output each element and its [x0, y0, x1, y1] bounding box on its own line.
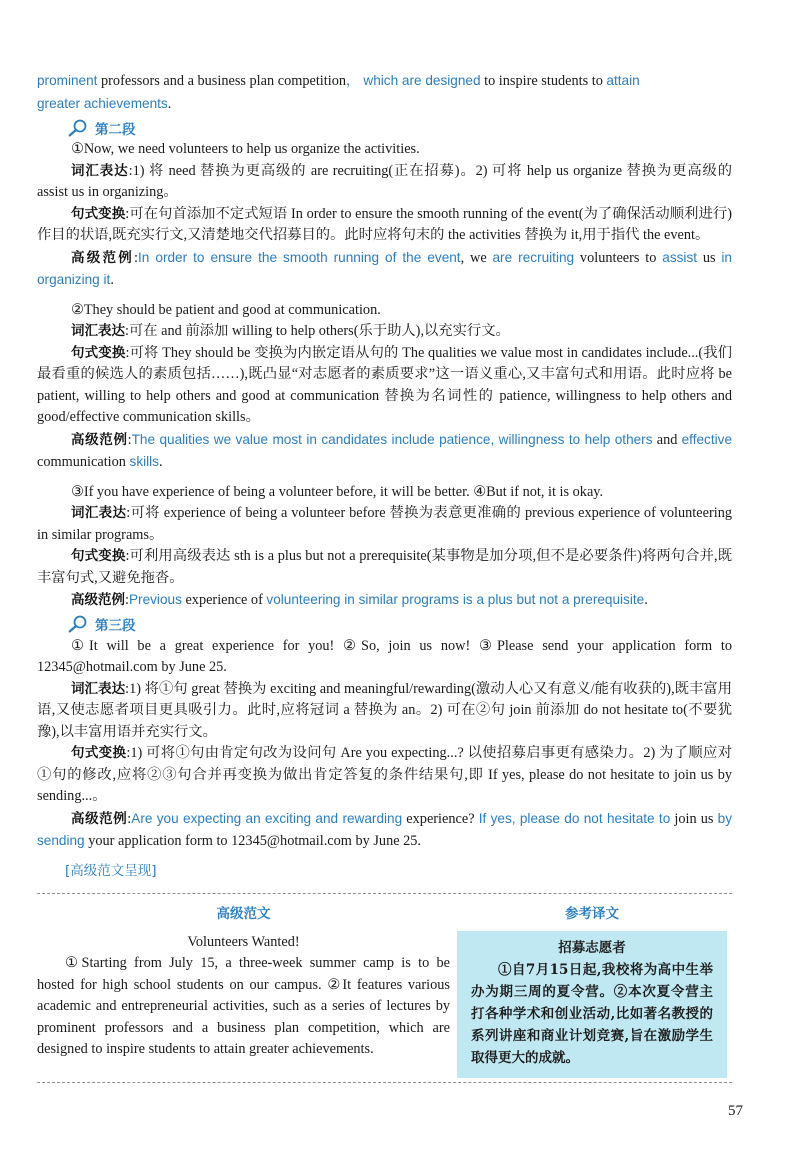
body-text: volunteers to	[574, 249, 663, 266]
example-label: 高级范例	[71, 810, 128, 827]
transform-note-3	[37, 546, 732, 589]
note-text: :可利用高级表达 sth is a plus but not a prerequisite(某事物是加分项,但不是必要条件)将两句合并,既丰富句式,又避免拖沓。	[37, 548, 732, 586]
essay-title: Volunteers Wanted!	[187, 934, 300, 950]
vocab-note-3	[37, 503, 732, 546]
body-text: communication	[37, 454, 130, 470]
page-number: 57	[728, 1103, 743, 1119]
body-text: :	[134, 249, 139, 266]
body-text: :	[125, 592, 129, 608]
body-text: .	[167, 95, 172, 112]
example-2	[37, 429, 732, 474]
content	[37, 70, 732, 879]
section-heading-3	[67, 614, 732, 635]
section-heading-2	[67, 117, 732, 138]
translation-title: 招募志愿者	[558, 940, 626, 956]
note-text: :可在句首添加不定式短语 In order to ensure the smooth running of the event(为了确保活动顺利进行)作目的状语,既充实行文,又清楚地交代招募目的。此时应将句末的 the activities 替换为 it,用于指代 the event。	[37, 205, 733, 243]
note-text: :1) 将 need 替换为更高级的 are recruiting(正在招募)。2) 可将 help us organize 替换为更高级的 assist us in organizing。	[37, 162, 733, 200]
highlight-text: prominent	[37, 73, 98, 88]
body-text: professors and a business plan competition	[97, 73, 347, 89]
body-text: .	[644, 592, 648, 608]
note-text: :可在 and 前添加 willing to help others(乐于助人),以充实行文。	[125, 323, 510, 339]
body-text: , we	[460, 249, 493, 266]
vocab-note-1	[37, 161, 732, 204]
translation-heading: 参考译文	[565, 906, 619, 922]
body-text: your application form to 12345@hotmail.com by June 25.	[84, 833, 422, 849]
vocab-note-2	[37, 321, 732, 343]
transform-note-2	[37, 343, 732, 429]
highlight-text: Are you expecting an exciting and rewarding	[131, 810, 403, 826]
vocab-label: 词汇表达	[71, 162, 129, 179]
highlight-text: attain	[606, 73, 640, 88]
note-text: :可将 experience of being a volunteer before 替换为表意更准确的 previous experience of volunteering in similar programs。	[37, 505, 733, 543]
body-text: :	[127, 431, 132, 448]
example-label: 高级范例	[71, 249, 135, 266]
highlight-text: by sending	[37, 810, 732, 848]
vocab-label: 词汇表达	[71, 505, 127, 521]
highlight-text: assist	[662, 249, 698, 265]
body-text: experience of	[181, 592, 267, 608]
sentence-3: ③If you have experience of being a volunteer before, it will be better. ④But if not, it is okay.	[71, 483, 604, 500]
section-title: 第二段	[95, 121, 136, 138]
example	[37, 808, 732, 853]
note-text: :1) 将①句 great 替换为 exciting and meaningful/rewarding(激动人心又有意义/能有收获的),既丰富用语,又使志愿者项目更具吸引力。此时,应将冠词 a 替换为 an。2) 可在②句 join 前添加 do not hesitate to(不要犹豫),以丰富用语并充实行文。	[37, 680, 733, 740]
sentence-2: ②They should be patient and good at communication.	[71, 301, 381, 318]
transform-label: 句式变换	[71, 344, 126, 361]
vocab-label: 词汇表达	[71, 323, 125, 339]
highlight-text: Previous	[128, 592, 182, 607]
section-title: 第三段	[95, 618, 136, 634]
divider-bottom	[37, 1082, 732, 1083]
highlight-text: , willingness to help others	[490, 431, 653, 447]
body-text: :	[127, 810, 132, 827]
body-text: experience?	[402, 810, 479, 827]
note-text: :1) 可将①句由肯定句改为设问句 Are you expecting...? 以使招募启事更有感染力。2) 为了顺应对①句的修改,应将②③句合并再变换为做出肯定答复的条件结果句,即 If yes, please do not hesitate to join us by sending...。	[37, 745, 732, 804]
vocab-label: 词汇表达	[71, 680, 126, 697]
highlight-text: effective	[681, 431, 733, 447]
transform-label: 句式变换	[71, 745, 127, 761]
body-text: .	[158, 454, 163, 470]
highlight-text: If yes, please do not hesitate to	[478, 810, 671, 826]
sentence-group: ①It will be a great experience for you! ②So, join us now! ③Please send your application form to 12345@hotmail.com by June 25.	[37, 637, 732, 675]
magnifier-icon	[67, 615, 89, 633]
body-text: and	[652, 431, 678, 448]
transform-label: 句式变换	[71, 548, 126, 564]
highlight-text: In order to ensure the smooth running of the event	[138, 249, 461, 265]
showcase-label: [高级范文呈现]	[65, 862, 157, 879]
essay-body: ①Starting from July 15, a three-week summer camp is to be hosted for high school students on our campus. ②It features various academic and entrepreneurial activities, such as a series of lectures by prominent professors and a business plan competition, which are designed to inspire students to attain greater achievements.	[37, 955, 450, 1057]
highlight-text: in organizing it	[37, 249, 732, 287]
translation-body: ①自7月15日起,我校将为高中生举办为期三周的夏令营。②本次夏令营主打各种学术和创业活动,比如著名教授的系列讲座和商业计划竞赛,旨在激励学生取得更大的成就。	[471, 962, 713, 1066]
example-label: 高级范例	[71, 431, 128, 448]
highlight-text: are recruiting	[492, 249, 575, 265]
transform-note-1	[37, 204, 732, 247]
sentence-1: ①Now, we need volunteers to help us organize the activities.	[71, 141, 420, 157]
model-essay-heading: 高级范文	[216, 906, 271, 922]
translation	[457, 903, 727, 1078]
body-text: .	[110, 272, 114, 288]
magnifier-icon	[67, 119, 89, 137]
transform-label: 句式变换	[71, 205, 126, 222]
example-3	[37, 589, 732, 612]
highlight-text: skills	[129, 454, 159, 469]
translation-box	[457, 931, 727, 1078]
body-text: to inspire students to	[480, 73, 607, 89]
highlight-text: greater achievements	[37, 95, 168, 111]
vocab-note	[37, 679, 732, 744]
highlight-text: ， which are designed	[346, 73, 481, 88]
model-essay	[37, 903, 450, 1061]
example-label: 高级范例	[71, 592, 125, 608]
note-text: :可将 They should be 变换为内嵌定语从句的 The qualities we value most in candidates include...(我们最看重的候选人的素质包括……),既凸显“对志愿者的素质要求”这一语义重心,又丰富句式和用语。此时应将 be patient, willing to help others and good at communication 替换为名词性的 patience, willingness to help others and good/effective communication skills。	[37, 344, 732, 425]
body-text: us	[702, 249, 722, 266]
highlight-text: volunteering in similar programs is a plus but not a prerequisite	[266, 592, 645, 607]
transform-note	[37, 743, 732, 808]
highlight-text: The qualities we value most in candidates include patience	[131, 431, 491, 447]
divider-top	[37, 893, 732, 894]
body-text: join us	[674, 810, 718, 827]
example-1	[37, 247, 732, 292]
top-continuation	[37, 70, 732, 115]
